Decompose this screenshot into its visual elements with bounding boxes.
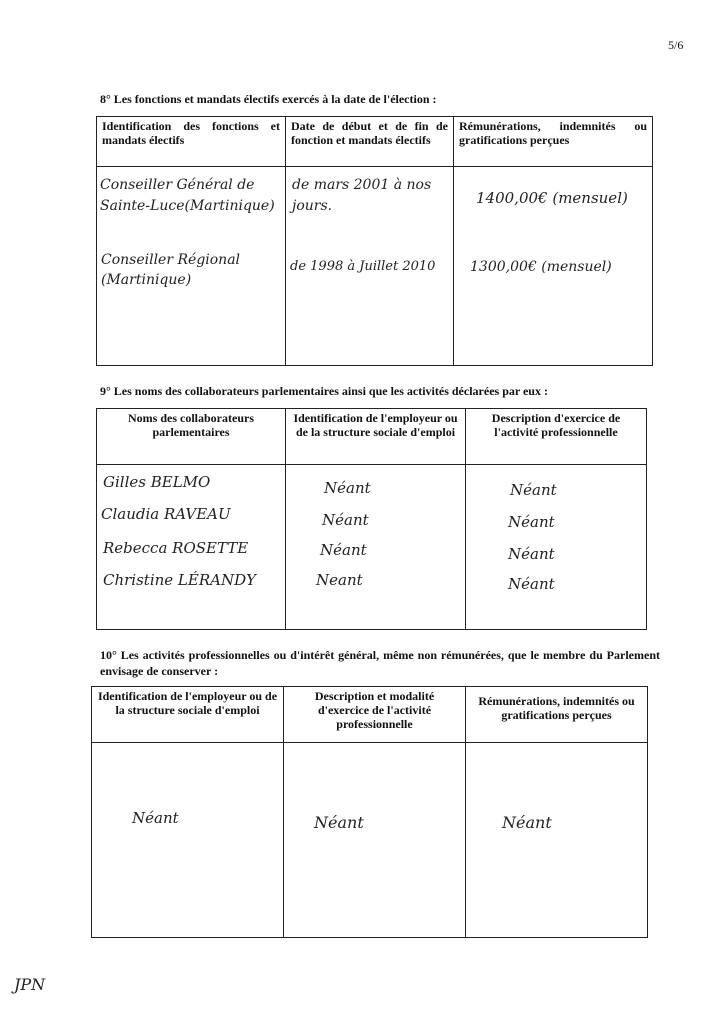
section9-header-name: Noms des collaborateurs parlementaires	[97, 409, 286, 465]
section8-row1-remuneration: 1400,00€ (mensuel)	[476, 189, 628, 207]
section10-employer-value: Néant	[132, 809, 179, 827]
section10-header-remuneration: Rémunérations, indemnités ou gratifications perçues	[466, 687, 648, 743]
section8-row2-period: de 1998 à Juillet 2010	[290, 259, 436, 274]
section8-function-cell	[97, 167, 286, 366]
section8-header-period: Date de début et de fin de fonction et mandats électifs	[286, 117, 454, 167]
section10-activity-cell	[284, 743, 466, 938]
section8-remuneration-cell	[454, 167, 653, 366]
section10-remuneration-cell	[466, 743, 648, 938]
section9-row4-employer: Neant	[316, 571, 363, 589]
section8-row1-function: Conseiller Général de Sainte-Luce(Martinique)	[100, 177, 275, 214]
page-number: 5/6	[668, 38, 684, 52]
section8-heading: 8° Les fonctions et mandats électifs exercés à la date de l'élection :	[100, 92, 437, 106]
section9-row4-name: Christine LÉRANDY	[103, 571, 257, 589]
section9-row1-employer: Néant	[324, 479, 371, 497]
handwritten-initials: JPN	[14, 975, 46, 994]
section8-row2-function: Conseiller Régional (Martinique)	[101, 252, 241, 288]
section9-row2-name: Claudia RAVEAU	[101, 505, 231, 523]
section9-heading: 9° Les noms des collaborateurs parlementaires ainsi que les activités déclarées par eux :	[100, 384, 548, 398]
section9-row1-activity: Néant	[510, 481, 557, 499]
section8-row2-remuneration: 1300,00€ (mensuel)	[470, 259, 612, 275]
section10-table	[91, 686, 648, 938]
section9-row3-employer: Néant	[320, 541, 367, 559]
section10-employer-cell	[92, 743, 284, 938]
section9-row3-activity: Néant	[508, 545, 555, 563]
section8-header-remuneration: Rémunérations, indemnités ou gratifications perçues	[454, 117, 653, 167]
section9-employer-cell	[286, 465, 466, 630]
section8-header-function: Identification des fonctions et mandats électifs	[97, 117, 286, 167]
section9-header-activity: Description d'exercice de l'activité professionnelle	[466, 409, 647, 465]
section8-table	[96, 116, 653, 366]
section9-row1-name: Gilles BELMO	[103, 473, 211, 491]
section10-remuneration-value: Néant	[502, 813, 552, 832]
section10-activity-value: Néant	[314, 813, 364, 832]
section9-row2-employer: Néant	[322, 511, 369, 529]
section8-row1-period: de mars 2001 à nos jours.	[292, 177, 432, 214]
section9-names-cell	[97, 465, 286, 630]
section9-table	[96, 408, 647, 630]
section10-heading: 10° Les activités professionnelles ou d'intérêt général, même non rémunérées, que le membre du Parlement envisage de conserver :	[100, 648, 660, 678]
section9-activity-cell	[466, 465, 647, 630]
section9-row2-activity: Néant	[508, 513, 555, 531]
section10-header-employer: Identification de l'employeur ou de la structure sociale d'emploi	[92, 687, 284, 743]
section9-row3-name: Rebecca ROSETTE	[103, 539, 249, 557]
section10-header-activity: Description et modalité d'exercice de l'activité professionnelle	[284, 687, 466, 743]
section9-row4-activity: Néant	[508, 575, 555, 593]
section9-header-employer: Identification de l'employeur ou de la structure sociale d'emploi	[286, 409, 466, 465]
section8-period-cell	[286, 167, 454, 366]
